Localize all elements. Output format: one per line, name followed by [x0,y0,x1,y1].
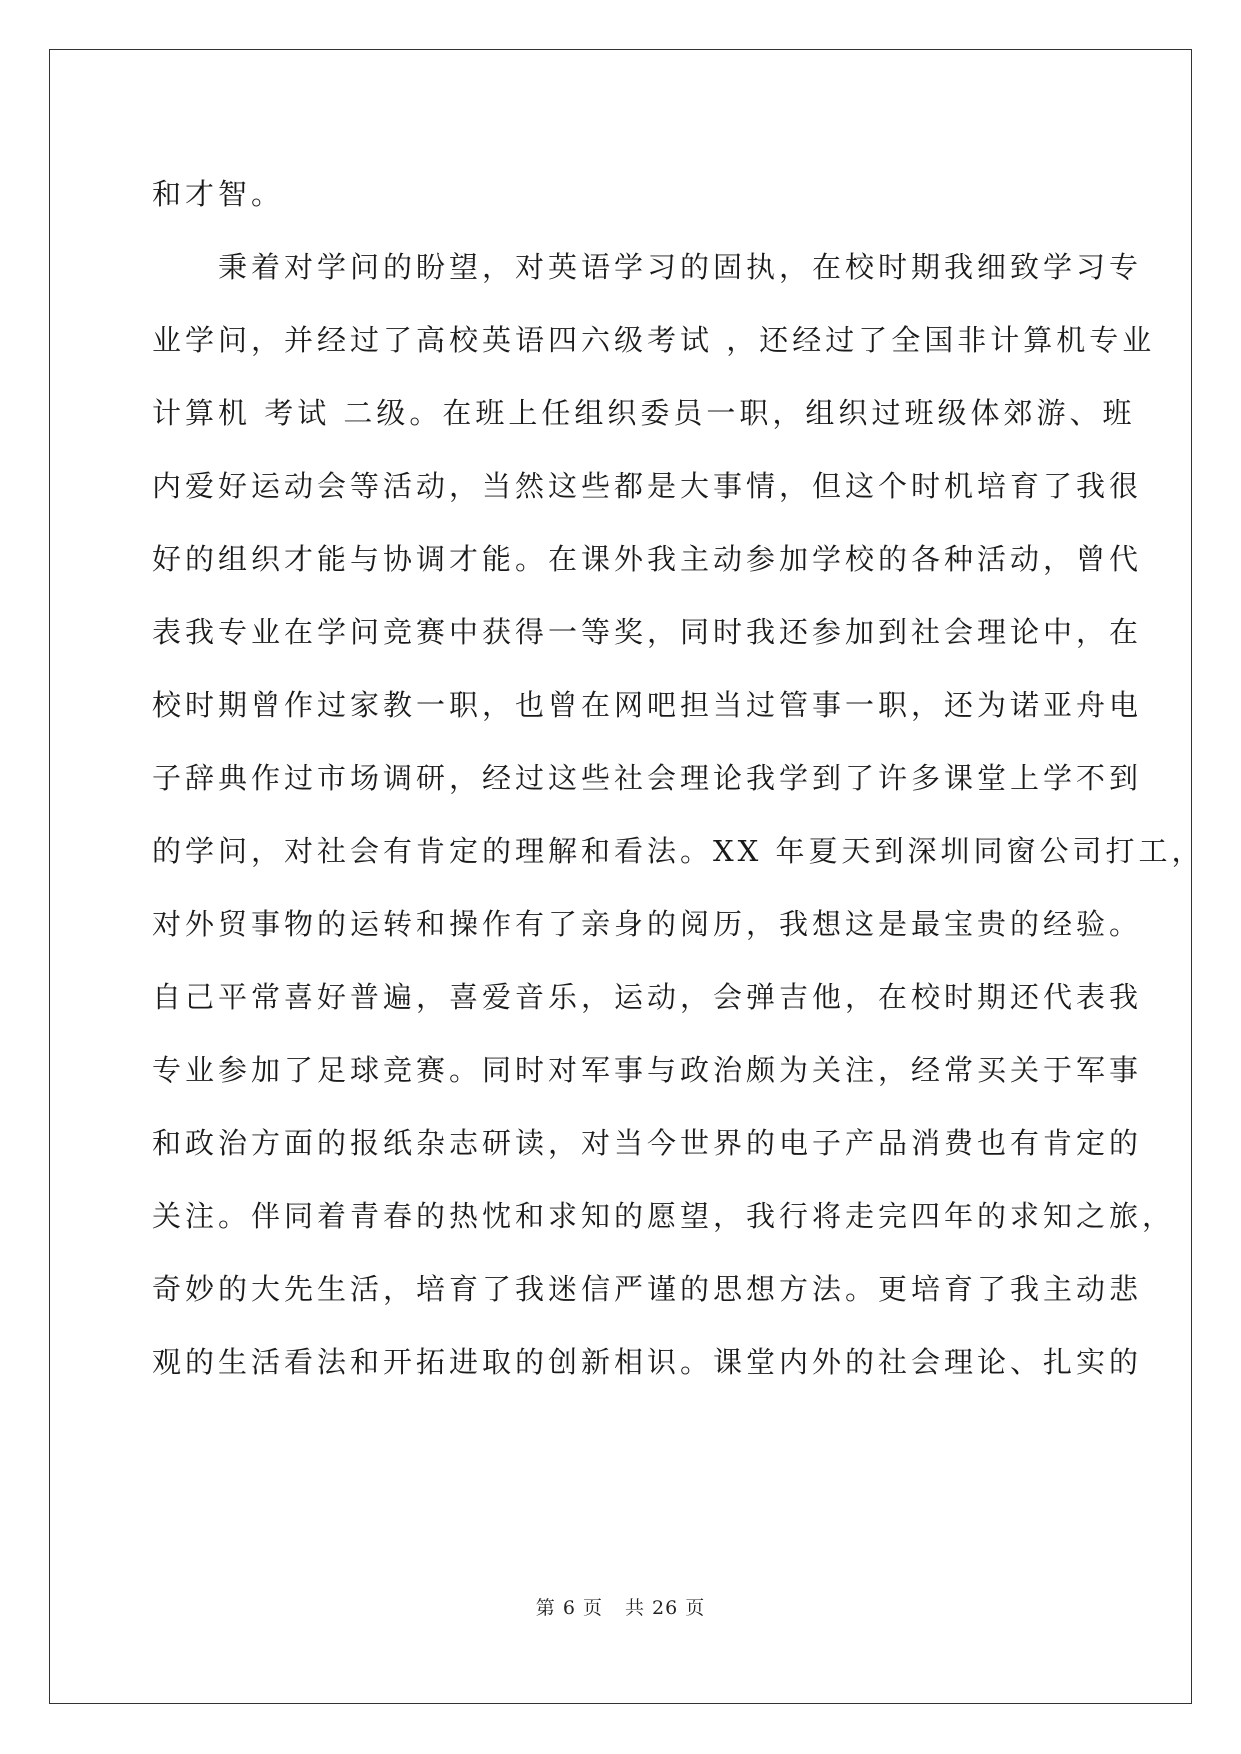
text-line: 表我专业在学问竞赛中获得一等奖，同时我还参加到社会理论中，在 [152,615,1143,649]
total-page-count: 共 26 页 [624,1597,706,1619]
text-line: 子辞典作过市场调研，经过这些社会理论我学到了许多课堂上学不到 [152,761,1143,795]
text-line: 业学问，并经过了高校英语四六级考试 ，还经过了全国非计算机专业 [152,323,1156,357]
text-line: 和政治方面的报纸杂志研读，对当今世界的电子产品消费也有肯定的 [152,1126,1143,1160]
text-line: 的学问，对社会有肯定的理解和看法。XX 年夏天到深圳同窗公司打工， [152,834,1205,868]
document-body [152,166,1205,1407]
text-line: 和才智。 [152,177,285,211]
text-line: 计算机 考试 二级。在班上任组织委员一职，组织过班级体郊游、班 [152,396,1136,430]
text-line: 奇妙的大先生活，培育了我迷信严谨的思想方法。更培育了我主动悲 [152,1272,1143,1306]
text-line: 自己平常喜好普遍，喜爱音乐，运动，会弹吉他，在校时期还代表我 [152,980,1143,1014]
page-footer [0,1593,1241,1620]
paragraph-start-line: 秉着对学问的盼望，对英语学习的固执，在校时期我细致学习专 [218,250,1143,284]
text-line: 校时期曾作过家教一职，也曾在网吧担当过管事一职，还为诺亚舟电 [152,688,1143,722]
text-line: 好的组织才能与协调才能。在课外我主动参加学校的各种活动，曾代 [152,542,1143,576]
current-page-number: 第 6 页 [535,1597,603,1619]
text-line: 内爱好运动会等活动，当然这些都是大事情，但这个时机培育了我很 [152,469,1143,503]
text-line: 对外贸事物的运转和操作有了亲身的阅历，我想这是最宝贵的经验。 [152,907,1143,941]
text-line: 专业参加了足球竞赛。同时对军事与政治颇为关注，经常买关于军事 [152,1053,1143,1087]
text-line: 观的生活看法和开拓进取的创新相识。课堂内外的社会理论、扎实的 [152,1345,1143,1379]
text-line: 关注。伴同着青春的热忱和求知的愿望，我行将走完四年的求知之旅， [152,1199,1176,1233]
